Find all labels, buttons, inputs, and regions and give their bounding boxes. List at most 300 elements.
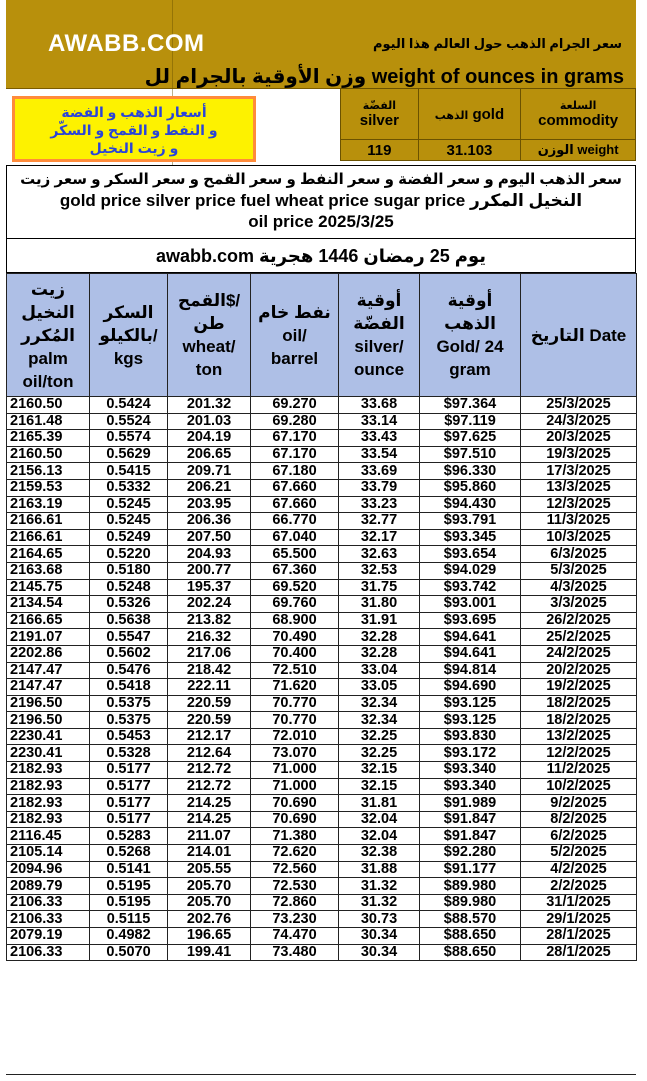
crude-oil-cell: 71.000 [251,762,339,779]
gold-cell: $93.791 [420,513,521,530]
wheat-cell: 207.50 [168,529,251,546]
palm-oil-cell: 2134.54 [7,596,90,613]
sugar-cell: 0.5547 [90,629,168,646]
palm-oil-cell: 2196.50 [7,712,90,729]
gold-cell: $97.510 [420,446,521,463]
silver-cell: 32.15 [339,762,420,779]
table-row [7,479,637,496]
sugar-cell: 0.5220 [90,546,168,563]
wheat-cell: 205.70 [168,894,251,911]
crude-oil-cell: 67.170 [251,446,339,463]
gold-cell: $97.119 [420,413,521,430]
sugar-cell: 0.5268 [90,845,168,862]
gold-cell: $93.695 [420,612,521,629]
wheat-cell: 216.32 [168,629,251,646]
crude-oil-cell: 67.660 [251,496,339,513]
sugar-cell: 0.5415 [90,463,168,480]
date-cell: 10/3/2025 [521,529,637,546]
sugar-cell: 0.5177 [90,778,168,795]
palm-oil-cell: 2105.14 [7,845,90,862]
sugar-cell: 0.5195 [90,894,168,911]
silver-cell: 31.91 [339,612,420,629]
silver-cell: 31.32 [339,878,420,895]
palm-oil-cell: 2182.93 [7,762,90,779]
crude-oil-cell: 72.620 [251,845,339,862]
silver-cell: 33.14 [339,413,420,430]
palm-oil-cell: 2160.50 [7,446,90,463]
crude-oil-cell: 72.510 [251,662,339,679]
palm-oil-cell: 2106.33 [7,944,90,961]
wheat-cell: 205.55 [168,861,251,878]
gold-cell: $94.641 [420,645,521,662]
promo-box[interactable] [12,96,256,162]
silver-cell: 33.69 [339,463,420,480]
silver-cell: 32.28 [339,629,420,646]
date-cell: 28/1/2025 [521,928,637,945]
wheat-cell: 206.21 [168,479,251,496]
silver-cell: 32.53 [339,562,420,579]
date-cell: 4/2/2025 [521,861,637,878]
palm-oil-cell: 2106.33 [7,911,90,928]
date-cell: 31/1/2025 [521,894,637,911]
sugar-cell: 0.5629 [90,446,168,463]
gold-cell: $89.980 [420,878,521,895]
sugar-cell: 0.5177 [90,795,168,812]
wheat-cell: 212.64 [168,745,251,762]
sugar-cell: 0.5424 [90,397,168,414]
silver-cell: 33.05 [339,679,420,696]
silver-cell: 31.75 [339,579,420,596]
date-cell: 18/2/2025 [521,712,637,729]
crude-oil-cell: 74.470 [251,928,339,945]
sugar-cell: 0.5177 [90,762,168,779]
crude-oil-cell: 70.770 [251,695,339,712]
wheat-cell: 203.95 [168,496,251,513]
promo-line-1: أسعار الذهب و الفضة [61,104,207,120]
palm-oil-cell: 2159.53 [7,479,90,496]
date-cell: 25/2/2025 [521,629,637,646]
table-row [7,579,637,596]
gold-cell: $91.847 [420,811,521,828]
date-cell: 20/3/2025 [521,430,637,447]
table-row [7,745,637,762]
sugar-cell: 0.4982 [90,928,168,945]
gold-cell: $94.814 [420,662,521,679]
palm-oil-cell: 2089.79 [7,878,90,895]
date-cell: 25/3/2025 [521,397,637,414]
date-cell: 6/3/2025 [521,546,637,563]
crude-oil-cell: 69.760 [251,596,339,613]
crude-oil-cell: 69.520 [251,579,339,596]
palm-oil-cell: 2160.50 [7,397,90,414]
sugar-cell: 0.5248 [90,579,168,596]
crude-oil-cell: 67.040 [251,529,339,546]
title-arabic: سعر الذهب اليوم و سعر الفضة و سعر النفط و سعر القمح و سعر السكر و سعر زيت [20,171,622,188]
silver-cell: 32.17 [339,529,420,546]
sugar-cell: 0.5453 [90,728,168,745]
title-english: gold price silver price fuel wheat price sugar price النخيل المكرر [59,191,583,210]
palm-oil-cell: 2164.65 [7,546,90,563]
palm-oil-cell: 2166.61 [7,529,90,546]
table-row [7,645,637,662]
palm-oil-cell: 2106.33 [7,894,90,911]
date-cell: 13/3/2025 [521,479,637,496]
table-row [7,944,637,961]
gold-cell: $89.980 [420,894,521,911]
palm-oil-cell: 2191.07 [7,629,90,646]
wheat-cell: 201.03 [168,413,251,430]
table-row [7,546,637,563]
table-row [7,861,637,878]
wheat-cell: 204.19 [168,430,251,447]
wheat-cell: 212.72 [168,778,251,795]
wheat-cell: 217.06 [168,645,251,662]
commodity-weight-row [341,140,636,161]
date-cell: 13/2/2025 [521,728,637,745]
table-row [7,596,637,613]
wheat-cell: 220.59 [168,695,251,712]
sugar-cell: 0.5375 [90,695,168,712]
gold-cell: $88.650 [420,944,521,961]
gold-cell: $94.690 [420,679,521,696]
crude-oil-cell: 72.530 [251,878,339,895]
sugar-cell: 0.5283 [90,828,168,845]
gold-cell: $94.430 [420,496,521,513]
sugar-cell: 0.5070 [90,944,168,961]
date-cell: 12/2/2025 [521,745,637,762]
gold-cell: $93.830 [420,728,521,745]
gold-weight: 31.103 [418,140,521,161]
palm-oil-cell: 2182.93 [7,811,90,828]
date-cell: 11/2/2025 [521,762,637,779]
header-weight-title: وزن الأوقية بالجرام لل weight of ounces in grams [144,66,624,88]
table-row [7,629,637,646]
gold-cell: $93.125 [420,695,521,712]
silver-cell: 31.81 [339,795,420,812]
sugar-cell: 0.5115 [90,911,168,928]
crude-oil-cell: 73.070 [251,745,339,762]
gold-cell: $93.742 [420,579,521,596]
gold-cell: $91.177 [420,861,521,878]
palm-oil-cell: 2182.93 [7,795,90,812]
table-row [7,911,637,928]
silver-cell: 32.63 [339,546,420,563]
silver-cell: 30.73 [339,911,420,928]
sugar-cell: 0.5332 [90,479,168,496]
wheat-cell: 196.65 [168,928,251,945]
wheat-cell: 199.41 [168,944,251,961]
silver-cell: 32.28 [339,645,420,662]
gold-header: الذهب gold [418,89,521,140]
palm-oil-cell: 2094.96 [7,861,90,878]
commodity-label: السلعة commodity [521,89,636,140]
gold-cell: $88.570 [420,911,521,928]
crude-oil-cell: 70.400 [251,645,339,662]
table-row [7,662,637,679]
crude-oil-cell: 67.660 [251,479,339,496]
wheat-header: القمح$/ طن wheat/ ton [168,274,251,397]
silver-cell: 31.80 [339,596,420,613]
wheat-cell: 214.01 [168,845,251,862]
gold-cell: $88.650 [420,928,521,945]
sugar-cell: 0.5476 [90,662,168,679]
palm-oil-header: زيت النخيل المُكرر palm oil/ton [7,274,90,397]
palm-oil-cell: 2182.93 [7,778,90,795]
header-subtitle: سعر الجرام الذهب حول العالم هذا اليوم [372,36,622,51]
gold-cell: $93.340 [420,778,521,795]
gold-cell: $91.989 [420,795,521,812]
commodity-weight-table [340,88,636,161]
date-cell: 24/2/2025 [521,645,637,662]
table-row [7,612,637,629]
date-cell: 24/3/2025 [521,413,637,430]
silver-cell: 32.25 [339,728,420,745]
palm-oil-cell: 2163.19 [7,496,90,513]
gold-cell: $95.860 [420,479,521,496]
palm-oil-cell: 2230.41 [7,728,90,745]
gold-cell: $97.364 [420,397,521,414]
wheat-cell: 202.24 [168,596,251,613]
hijri-date-bar: awabb.com يوم 25 رمضان 1446 هجرية [6,239,636,273]
crude-oil-cell: 71.380 [251,828,339,845]
gold-cell: $93.001 [420,596,521,613]
silver-cell: 33.23 [339,496,420,513]
date-cell: 4/3/2025 [521,579,637,596]
sugar-cell: 0.5638 [90,612,168,629]
date-cell: 19/2/2025 [521,679,637,696]
wheat-cell: 201.32 [168,397,251,414]
crude-oil-cell: 72.010 [251,728,339,745]
crude-oil-cell: 68.900 [251,612,339,629]
crude-oil-cell: 70.690 [251,795,339,812]
palm-oil-cell: 2079.19 [7,928,90,945]
gold-cell: $93.172 [420,745,521,762]
wheat-cell: 218.42 [168,662,251,679]
gold-cell: $97.625 [420,430,521,447]
crude-oil-header: نفط خام oil/ barrel [251,274,339,397]
silver-cell: 31.88 [339,861,420,878]
site-brand[interactable]: AWABB.COM [48,30,205,57]
table-row [7,413,637,430]
wheat-cell: 214.25 [168,811,251,828]
wheat-cell: 213.82 [168,612,251,629]
palm-oil-cell: 2147.47 [7,679,90,696]
table-row [7,679,637,696]
silver-cell: 33.54 [339,446,420,463]
crude-oil-cell: 67.360 [251,562,339,579]
crude-oil-cell: 67.170 [251,430,339,447]
sugar-cell: 0.5524 [90,413,168,430]
table-row [7,728,637,745]
promo-line-2: و النفط و القمح و السكّر [50,122,218,138]
wheat-cell: 212.72 [168,762,251,779]
date-cell: 18/2/2025 [521,695,637,712]
price-table-body [7,397,637,961]
palm-oil-cell: 2116.45 [7,828,90,845]
sugar-cell: 0.5375 [90,712,168,729]
header-banner [6,0,636,89]
silver-cell: 32.04 [339,811,420,828]
date-cell: 12/3/2025 [521,496,637,513]
wheat-cell: 220.59 [168,712,251,729]
silver-cell: 30.34 [339,928,420,945]
silver-header: الفضّة silver [341,89,419,140]
sugar-cell: 0.5249 [90,529,168,546]
gold-cell: $92.280 [420,845,521,862]
gold-cell: $94.641 [420,629,521,646]
palm-oil-cell: 2156.13 [7,463,90,480]
page-title-box [6,165,636,239]
wheat-cell: 200.77 [168,562,251,579]
palm-oil-cell: 2147.47 [7,662,90,679]
table-row [7,446,637,463]
table-row [7,529,637,546]
palm-oil-cell: 2202.86 [7,645,90,662]
gold-cell: $94.029 [420,562,521,579]
date-cell: 20/2/2025 [521,662,637,679]
wheat-cell: 211.07 [168,828,251,845]
silver-cell: 33.79 [339,479,420,496]
wheat-cell: 204.93 [168,546,251,563]
wheat-cell: 195.37 [168,579,251,596]
wheat-cell: 214.25 [168,795,251,812]
wheat-cell: 222.11 [168,679,251,696]
date-cell: 5/3/2025 [521,562,637,579]
date-cell: 11/3/2025 [521,513,637,530]
date-cell: 3/3/2025 [521,596,637,613]
gold-cell: $93.340 [420,762,521,779]
table-row [7,562,637,579]
crude-oil-cell: 65.500 [251,546,339,563]
table-row [7,894,637,911]
sugar-cell: 0.5326 [90,596,168,613]
crude-oil-cell: 70.490 [251,629,339,646]
date-cell: 10/2/2025 [521,778,637,795]
silver-cell: 32.34 [339,712,420,729]
crude-oil-cell: 69.280 [251,413,339,430]
table-row [7,811,637,828]
sugar-cell: 0.5141 [90,861,168,878]
sugar-cell: 0.5418 [90,679,168,696]
gold-cell: $93.125 [420,712,521,729]
table-row [7,845,637,862]
date-cell: 26/2/2025 [521,612,637,629]
silver-cell: 32.25 [339,745,420,762]
table-row [7,513,637,530]
silver-cell: 32.77 [339,513,420,530]
price-table-header [7,274,637,397]
gold-ounce-header: أوقية الذهب Gold/ 24 gram [420,274,521,397]
crude-oil-cell: 73.230 [251,911,339,928]
silver-weight: 119 [341,140,419,161]
crude-oil-cell: 73.480 [251,944,339,961]
silver-cell: 32.15 [339,778,420,795]
crude-oil-cell: 71.000 [251,778,339,795]
palm-oil-cell: 2145.75 [7,579,90,596]
sugar-header: السكر بالكيلو/ kgs [90,274,168,397]
date-cell: 9/2/2025 [521,795,637,812]
crude-oil-cell: 70.770 [251,712,339,729]
palm-oil-cell: 2166.61 [7,513,90,530]
sugar-cell: 0.5328 [90,745,168,762]
table-row [7,778,637,795]
sugar-cell: 0.5602 [90,645,168,662]
crude-oil-cell: 71.620 [251,679,339,696]
gold-cell: $91.847 [420,828,521,845]
sugar-cell: 0.5195 [90,878,168,895]
sugar-cell: 0.5574 [90,430,168,447]
crude-oil-cell: 72.860 [251,894,339,911]
wheat-cell: 209.71 [168,463,251,480]
weight-label: الوزن weight [521,140,636,161]
price-table [6,273,637,961]
palm-oil-cell: 2165.39 [7,430,90,447]
silver-cell: 32.34 [339,695,420,712]
gold-cell: $93.345 [420,529,521,546]
silver-ounce-header: أوقية الفضّة silver/ ounce [339,274,420,397]
crude-oil-cell: 69.270 [251,397,339,414]
crude-oil-cell: 67.180 [251,463,339,480]
sugar-cell: 0.5180 [90,562,168,579]
wheat-cell: 205.70 [168,878,251,895]
date-cell: 17/3/2025 [521,463,637,480]
sugar-cell: 0.5177 [90,811,168,828]
table-row [7,397,637,414]
sugar-cell: 0.5245 [90,513,168,530]
table-row [7,828,637,845]
commodity-header-row [341,89,636,140]
crude-oil-cell: 70.690 [251,811,339,828]
palm-oil-cell: 2161.48 [7,413,90,430]
table-row [7,762,637,779]
date-cell: 29/1/2025 [521,911,637,928]
palm-oil-cell: 2230.41 [7,745,90,762]
date-cell: 8/2/2025 [521,811,637,828]
gold-cell: $93.654 [420,546,521,563]
silver-cell: 30.34 [339,944,420,961]
date-header: التاريخ Date [521,274,637,397]
date-cell: 2/2/2025 [521,878,637,895]
palm-oil-cell: 2163.68 [7,562,90,579]
date-cell: 28/1/2025 [521,944,637,961]
table-row [7,795,637,812]
silver-cell: 32.38 [339,845,420,862]
table-row [7,928,637,945]
wheat-cell: 206.36 [168,513,251,530]
table-row [7,463,637,480]
silver-cell: 33.43 [339,430,420,447]
palm-oil-cell: 2196.50 [7,695,90,712]
table-row [7,695,637,712]
crude-oil-cell: 66.770 [251,513,339,530]
sugar-cell: 0.5245 [90,496,168,513]
title-date: oil price 2025/3/25 [248,212,394,231]
date-cell: 6/2/2025 [521,828,637,845]
silver-cell: 33.04 [339,662,420,679]
crude-oil-cell: 72.560 [251,861,339,878]
wheat-cell: 206.65 [168,446,251,463]
date-cell: 5/2/2025 [521,845,637,862]
gold-cell: $96.330 [420,463,521,480]
table-row [7,712,637,729]
promo-line-3: و زيت النخيل [89,140,179,156]
date-cell: 19/3/2025 [521,446,637,463]
wheat-cell: 202.76 [168,911,251,928]
wheat-cell: 212.17 [168,728,251,745]
table-row [7,496,637,513]
silver-cell: 33.68 [339,397,420,414]
silver-cell: 32.04 [339,828,420,845]
